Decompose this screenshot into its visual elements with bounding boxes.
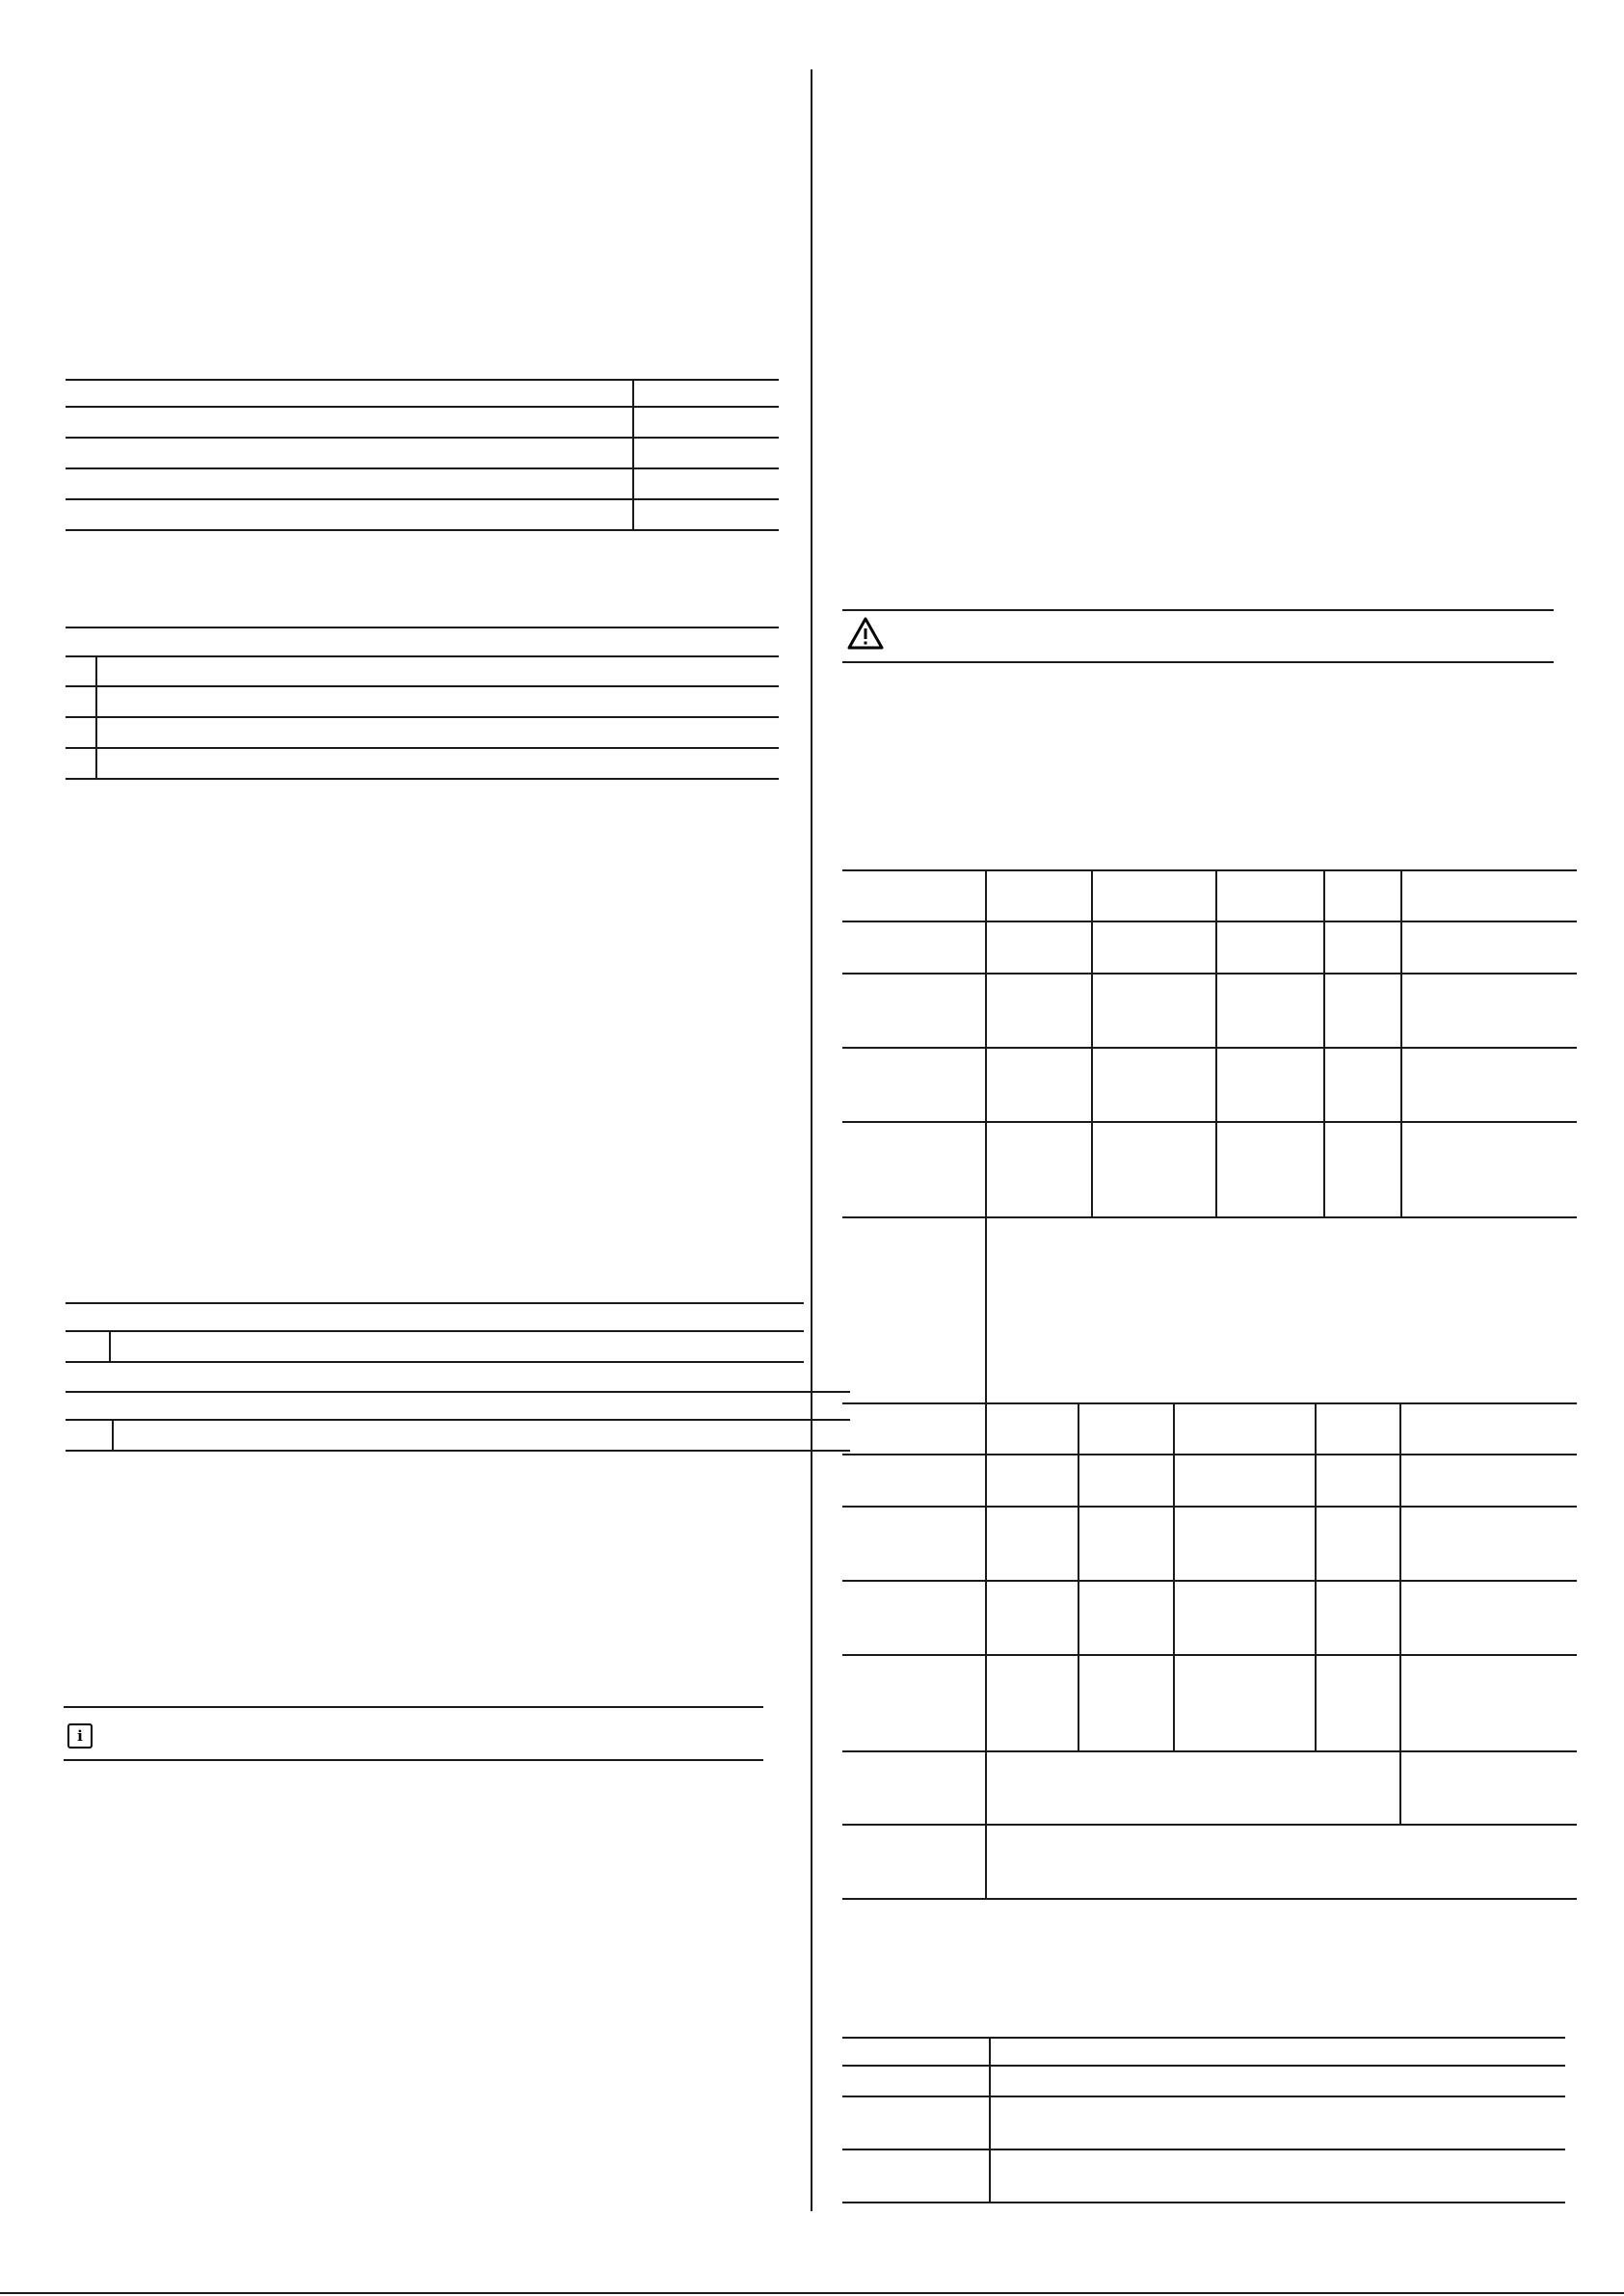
column-divider (811, 69, 812, 2211)
info-icon: i (66, 1722, 94, 1750)
warning-icon (845, 615, 886, 652)
page-bottom-rule (0, 2292, 1624, 2294)
